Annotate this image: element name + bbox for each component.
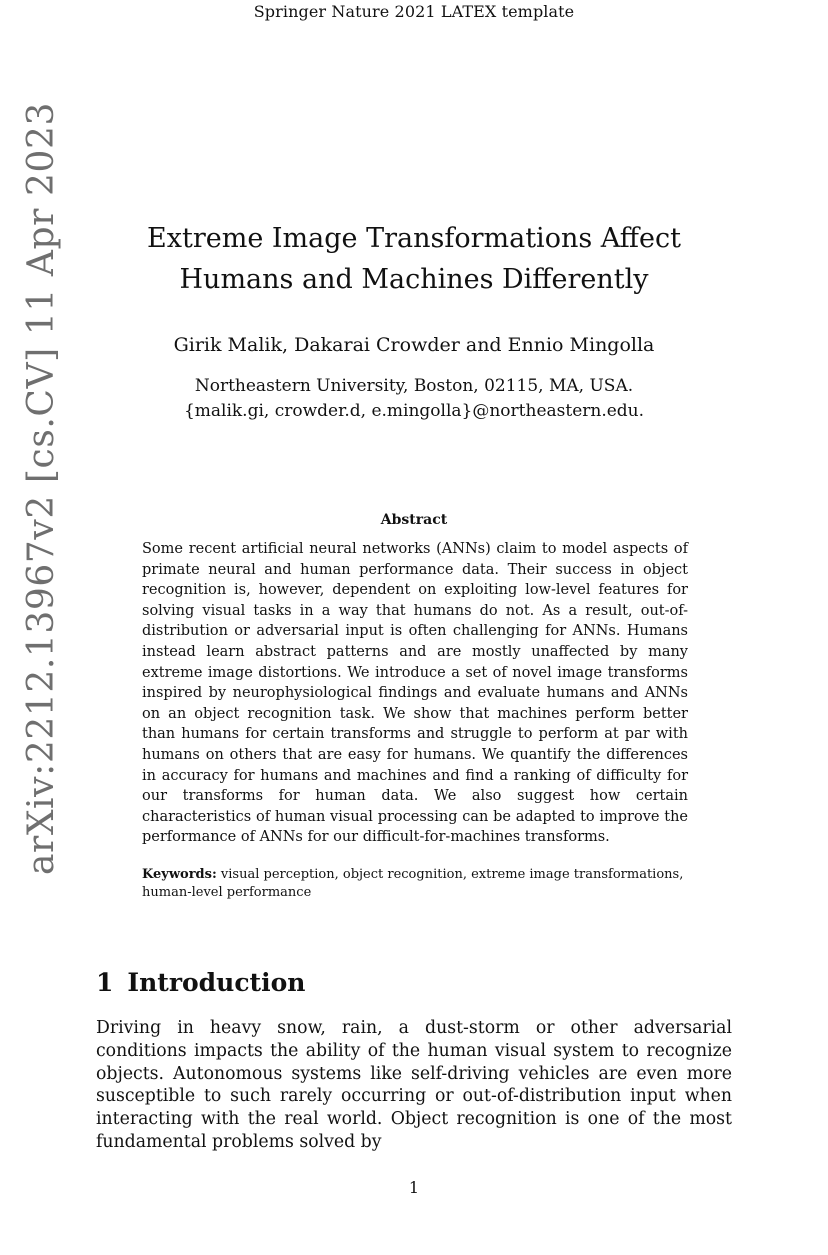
abstract-heading: Abstract — [380, 512, 448, 528]
paper-title — [120, 218, 708, 300]
keywords-label: Keywords: — [142, 867, 217, 882]
running-head: Springer Nature 2021 LATEX template — [253, 2, 575, 21]
abstract-text: Some recent artificial neural networks (ANNs) claim to model aspects of primate neural and human performance data. Their success in object recognition is, however, dependent on exploiting low-level features for solving visual tasks in a way that humans do not. As a result, out-of-distribution or adversarial input is often challenging for ANNs. Humans instead learn abstract patterns and are mostly unaffected by many extreme image distortions. We introduce a set of novel image transforms inspired by neurophysiological findings and evaluate humans and ANNs on an object recognition task. We show that machines perform better than humans for certain transforms and struggle to perform at par with humans on others that are easy for humans. We quantify the differences in accuracy for humans and machines and find a ranking of difficulty for our transforms for human data. We also suggest how certain characteristics of human visual processing can be adapted to improve the performance of ANNs for our difficult-for-machines transforms. — [142, 541, 688, 846]
arxiv-identifier-stamp — [12, 101, 72, 875]
keywords-text: visual perception, object recognition, extreme image transformations, human-level performance — [142, 867, 684, 900]
section-number: 1 — [96, 968, 114, 997]
introduction-text: Driving in heavy snow, rain, a dust-storm or other adversarial conditions impacts the ability of the human visual system to recognize objects. Autonomous systems like self-driving vehicles are even more susceptible to such rarely occurring or out-of-distribution input when interacting with the real world. Object recognition is one of the most fundamental problems solved by — [96, 1018, 732, 1152]
page-number: 1 — [408, 1178, 420, 1197]
keywords — [142, 866, 688, 902]
affiliation-line: Northeastern University, Boston, 02115, MA, USA. — [194, 376, 634, 396]
affiliation — [0, 374, 828, 424]
section-heading — [96, 968, 305, 997]
author-emails: {malik.gi, crowder.d, e.mingolla}@northeastern.edu. — [183, 401, 645, 421]
title-line: Humans and Machines Differently — [179, 264, 649, 295]
author-list: Girik Malik, Dakarai Crowder and Ennio Mingolla — [173, 334, 655, 356]
section-title: Introduction — [127, 968, 306, 997]
arxiv-identifier-text: arXiv:2212.13967v2 [cs.CV] 11 Apr 2023 — [21, 101, 63, 875]
title-line: Extreme Image Transformations Affect — [147, 223, 681, 254]
